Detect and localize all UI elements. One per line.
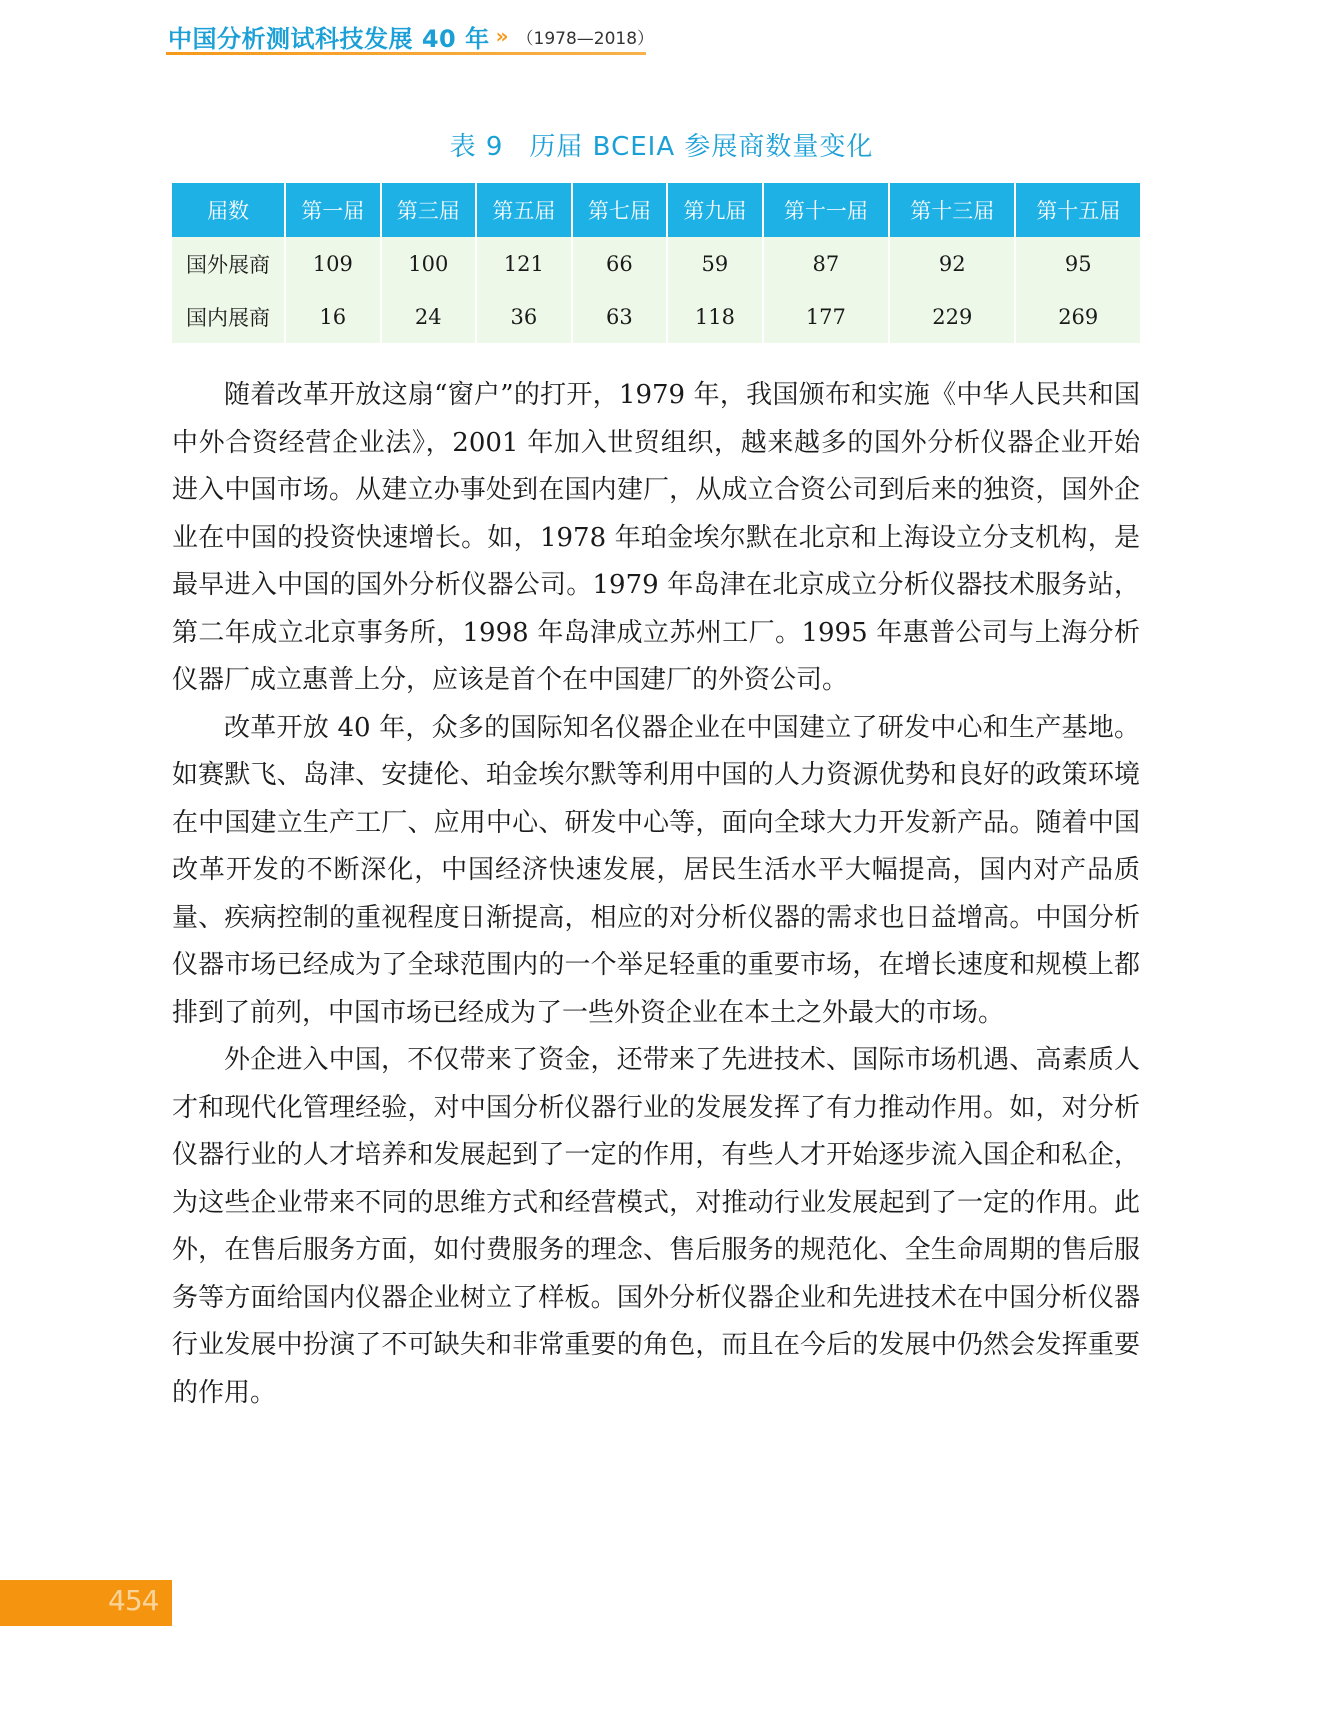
book-years: （1978—2018） bbox=[516, 28, 655, 49]
paragraph: 随着改革开放这扇“窗户”的打开，1979 年，我国颁布和实施《中华人民共和国中外合资经营企业法》，2001 年加入世贸组织，越来越多的国外分析仪器企业开始进入中国市场。从建立办事处到在国内建厂，从成立合资公司到后来的独资，国外企业在中国的投资快速增长。如，1978 年珀金埃尔默在北京和上海设立分支机构，是最早进入中国的国外分析仪器公司。1979 年岛津在北京成立分析仪器技术服务站，第二年成立北京事务所，1998 年岛津成立苏州工厂。1995 年惠普公司与上海分析仪器厂成立惠普上分，应该是首个在中国建厂的外资公司。 bbox=[172, 380, 1140, 695]
table-caption bbox=[0, 126, 1323, 163]
table-cell: 66 bbox=[573, 237, 669, 290]
table-cell: 229 bbox=[890, 290, 1016, 343]
table-row bbox=[172, 290, 1140, 343]
table-cell: 118 bbox=[668, 290, 764, 343]
table-cell: 24 bbox=[382, 290, 478, 343]
table-header-row bbox=[172, 183, 1140, 237]
column-header: 第十五届 bbox=[1016, 183, 1140, 237]
table-cell: 16 bbox=[286, 290, 382, 343]
column-header: 第九届 bbox=[668, 183, 764, 237]
table-cell: 59 bbox=[668, 237, 764, 290]
column-header: 第十一届 bbox=[764, 183, 890, 237]
column-header: 届数 bbox=[172, 183, 286, 237]
row-label: 国内展商 bbox=[172, 290, 286, 343]
table-cell: 95 bbox=[1016, 237, 1140, 290]
row-label: 国外展商 bbox=[172, 237, 286, 290]
column-header: 第三届 bbox=[382, 183, 478, 237]
body-text bbox=[172, 372, 1140, 1417]
table-title: 历届 BCEIA 参展商数量变化 bbox=[529, 132, 874, 162]
table-cell: 87 bbox=[764, 237, 890, 290]
header-rule bbox=[166, 52, 646, 55]
running-header bbox=[168, 16, 654, 56]
double-chevron-icon: » bbox=[495, 24, 509, 48]
table-cell: 109 bbox=[286, 237, 382, 290]
page-number: 454 bbox=[108, 1584, 159, 1617]
paragraph: 改革开放 40 年，众多的国际知名仪器企业在中国建立了研发中心和生产基地。如赛默飞、岛津、安捷伦、珀金埃尔默等利用中国的人力资源优势和良好的政策环境在中国建立生产工厂、应用中心、研发中心等，面向全球大力开发新产品。随着中国改革开发的不断深化，中国经济快速发展，居民生活水平大幅提高，国内对产品质量、疾病控制的重视程度日渐提高，相应的对分析仪器的需求也日益增高。中国分析仪器市场已经成为了全球范围内的一个举足轻重的重要市场，在增长速度和规模上都排到了前列，中国市场已经成为了一些外资企业在本土之外最大的市场。 bbox=[172, 712, 1140, 1028]
paragraph: 外企进入中国，不仅带来了资金，还带来了先进技术、国际市场机遇、高素质人才和现代化管理经验，对中国分析仪器行业的发展发挥了有力推动作用。如，对分析仪器行业的人才培养和发展起到了一定的作用，有些人才开始逐步流入国企和私企，为这些企业带来不同的思维方式和经营模式，对推动行业发展起到了一定的作用。此外，在售后服务方面，如付费服务的理念、售后服务的规范化、全生命周期的售后服务等方面给国内仪器企业树立了样板。国外分析仪器企业和先进技术在中国分析仪器行业发展中扮演了不可缺失和非常重要的角色，而且在今后的发展中仍然会发挥重要的作用。 bbox=[172, 1045, 1140, 1408]
table-cell: 36 bbox=[477, 290, 573, 343]
table-number: 表 9 bbox=[449, 132, 504, 162]
table-row bbox=[172, 237, 1140, 290]
table-cell: 92 bbox=[890, 237, 1016, 290]
exhibitor-table bbox=[172, 183, 1140, 343]
table-cell: 63 bbox=[573, 290, 669, 343]
column-header: 第七届 bbox=[573, 183, 669, 237]
table-cell: 100 bbox=[382, 237, 478, 290]
book-title: 中国分析测试科技发展 40 年 bbox=[168, 24, 490, 53]
table-cell: 269 bbox=[1016, 290, 1140, 343]
table-cell: 121 bbox=[477, 237, 573, 290]
column-header: 第五届 bbox=[477, 183, 573, 237]
column-header: 第一届 bbox=[286, 183, 382, 237]
column-header: 第十三届 bbox=[890, 183, 1016, 237]
table-cell: 177 bbox=[764, 290, 890, 343]
